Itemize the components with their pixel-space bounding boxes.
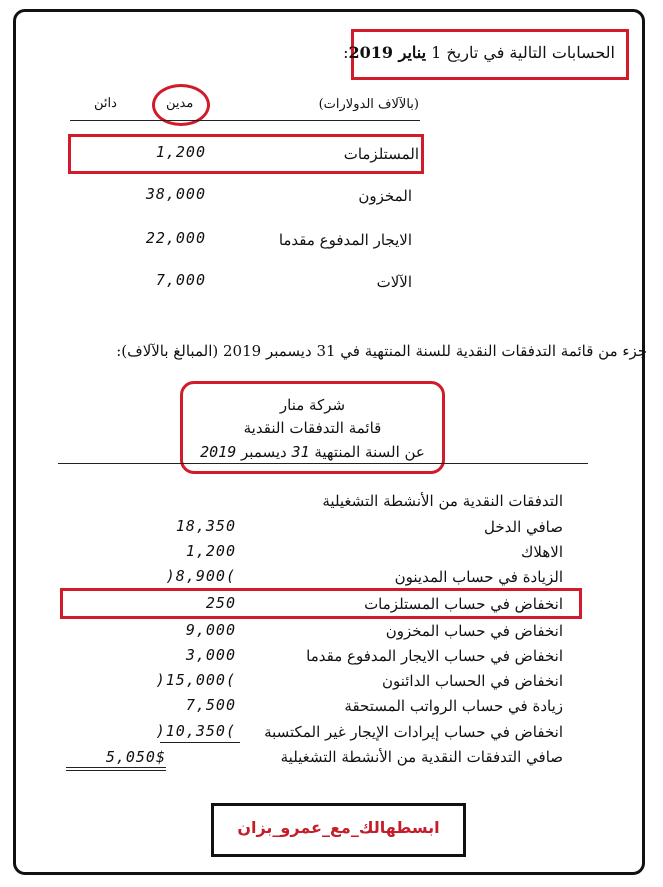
- section-title: التدفقات النقدية من الأنشطة التشغيلية: [322, 492, 563, 510]
- account-name: الايجار المدفوع مقدما: [278, 231, 412, 249]
- period-prefix: عن السنة المنتهية: [309, 443, 425, 461]
- operating-row-amount: )8,900(: [165, 567, 236, 585]
- operating-row-amount: 250: [205, 594, 236, 612]
- period-day: 31: [291, 443, 310, 461]
- operating-row-label: انخفاض في حساب المخزون: [385, 622, 563, 640]
- header-prefix: الحسابات التالية في تاريخ 1: [426, 43, 615, 62]
- operating-row-amount: 9,000: [185, 621, 236, 639]
- period-mid: ديسمبر: [236, 443, 292, 461]
- account-debit: 22,000: [145, 229, 206, 247]
- account-debit: 38,000: [145, 185, 206, 203]
- account-debit: 1,200: [155, 143, 206, 161]
- statement-period: [180, 443, 445, 461]
- operating-row-label: الاهلاك: [521, 543, 563, 561]
- subtotal-rule: [160, 742, 240, 743]
- operating-row-amount: )15,000(: [155, 671, 236, 689]
- operating-row-label: انخفاض في الحساب الدائنون: [381, 672, 563, 690]
- operating-row-label: الزيادة في حساب المدينون: [394, 568, 563, 586]
- account-name: الآلات: [376, 273, 412, 291]
- operating-row-amount: )10,350(: [155, 722, 236, 740]
- account-debit: 7,000: [155, 271, 206, 289]
- total-double-rule-2: [66, 770, 166, 771]
- operating-total-amount: 5,050$: [105, 748, 166, 766]
- operating-total-label: صافي التدفقات النقدية من الأنشطة التشغيلية: [280, 748, 563, 766]
- operating-row-label: انخفاض في حساب إيرادات الإيجار غير المكتسبة: [264, 723, 563, 741]
- header-month: يناير 2019: [348, 43, 427, 62]
- footer-tag: ابسطهالك_مع_عمرو_بزان: [237, 818, 440, 837]
- credit-label: دائن: [94, 96, 117, 111]
- period-year: 2019: [200, 443, 237, 461]
- total-double-rule-1: [66, 767, 166, 768]
- header-suffix: :: [343, 43, 349, 62]
- operating-row-amount: 18,350: [175, 517, 236, 535]
- operating-row-amount: 1,200: [185, 542, 236, 560]
- header-title: [343, 43, 615, 62]
- operating-row-label: صافي الدخل: [484, 518, 563, 536]
- operating-row-label: زيادة في حساب الرواتب المستحقة: [344, 697, 563, 715]
- table-header-rule: [70, 120, 420, 121]
- operating-row-label: انخفاض في حساب الايجار المدفوع مقدما: [306, 647, 563, 665]
- operating-row-label: انخفاض في حساب المستلزمات: [364, 595, 563, 613]
- company-name: شركة منار: [279, 396, 346, 414]
- account-name: المخزون: [358, 187, 412, 205]
- statement-title: قائمة التدفقات النقدية: [243, 419, 382, 437]
- debit-label: مدين: [166, 96, 194, 111]
- unit-label: (بالآلاف الدولارات): [318, 97, 419, 112]
- account-name: المستلزمات: [343, 145, 419, 163]
- operating-row-amount: 7,500: [185, 696, 236, 714]
- statement-intro: جزء من قائمة التدفقات النقدية للسنة المنتهية في 31 ديسمبر 2019 (المبالغ بالآلاف):: [116, 342, 647, 360]
- statement-header-rule: [58, 463, 588, 464]
- operating-row-amount: 3,000: [185, 646, 236, 664]
